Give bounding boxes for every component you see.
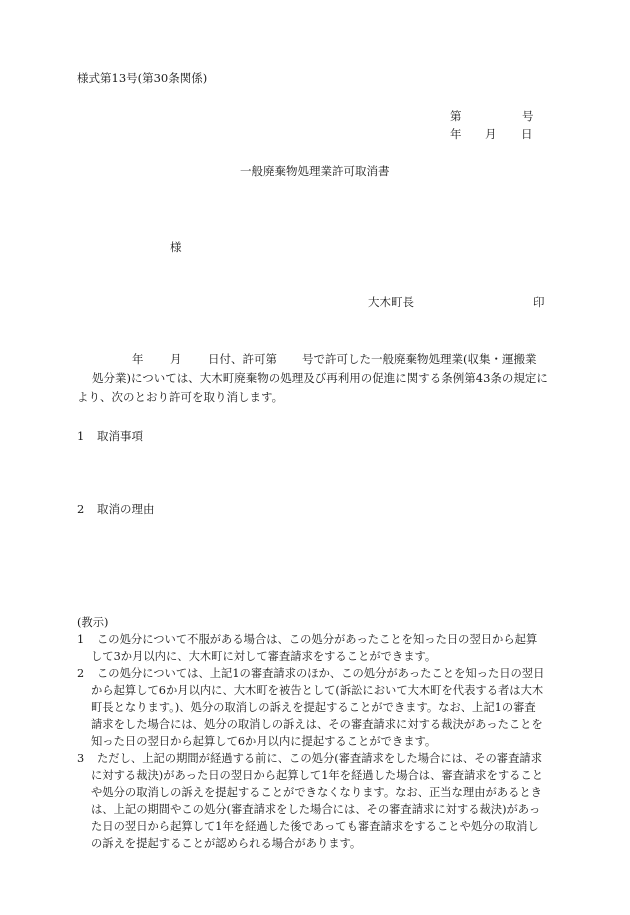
notice-line: 知った日の翌日から起算して6か月以内に提起することができます。 xyxy=(91,735,437,748)
notice-item-1 xyxy=(77,631,557,665)
number-dai: 第 xyxy=(450,109,462,123)
notice-line: から起算して6か月以内に、大木町を被告として(訴訟において大木町を代表する者は大木 xyxy=(91,684,544,697)
section-2-label: 取消の理由 xyxy=(97,502,155,516)
document-title: 一般廃棄物処理業許可取消書 xyxy=(240,164,390,178)
section-1-number: 1 xyxy=(77,429,85,443)
date-month: 月 xyxy=(485,127,497,141)
notice-line: ただし、上記の期間が経過する前に、この処分(審査請求をした場合には、その審査請求 xyxy=(97,752,542,765)
notice-block xyxy=(77,614,557,852)
notice-item-number: 3 xyxy=(77,752,85,765)
body-line2: 処分業)については、大木町廃棄物の処理及び再利用の促進に関する条例第43条の規定に xyxy=(92,371,548,385)
notice-line: して3か月以内に、大木町に対して審査請求をすることができます。 xyxy=(91,650,437,663)
notice-line: この処分については、上記1の審査請求のほか、この処分があったことを知った日の翌日 xyxy=(97,667,545,680)
issuer-seal: 印 xyxy=(533,295,545,309)
notice-line: 請求をした場合には、処分の取消しの訴えは、その審査請求に対する裁決があったことを xyxy=(91,718,543,731)
body-line3: より、次のとおり許可を取り消します。 xyxy=(77,390,284,404)
section-2-number: 2 xyxy=(77,502,85,516)
body-month: 月 xyxy=(170,352,182,366)
body-date-permit: 日付、許可第 xyxy=(208,352,277,366)
notice-line: た日の翌日から起算して1年を経過した後であっても審査請求をすることや処分の取消し xyxy=(91,820,539,833)
body-year: 年 xyxy=(132,352,144,366)
body-rest: 号で許可した一般廃棄物処理業(収集・運搬業 xyxy=(302,352,537,366)
notice-line: この処分について不服がある場合は、この処分があったことを知った日の翌日から起算 xyxy=(97,633,538,646)
notice-line: や処分の取消しの訴えを提起することができなくなります。なお、正当な理由があるとき xyxy=(91,786,542,799)
notice-line: は、上記の期間やこの処分(審査請求をした場合には、その審査請求に対する裁決)があっ xyxy=(91,803,541,816)
date-year: 年 xyxy=(450,127,462,141)
notice-item-number: 1 xyxy=(77,633,85,646)
addressee-suffix: 様 xyxy=(170,240,182,254)
notice-line: 町長となります。)、処分の取消しの訴えを提起することができます。なお、上記1の審査 xyxy=(91,701,536,714)
notice-line: に対する裁決)があった日の翌日から起算して1年を経過した場合は、審査請求をすること xyxy=(91,769,544,782)
notice-item-3 xyxy=(77,750,557,852)
notice-heading: (教示) xyxy=(77,616,109,629)
section-1-label: 取消事項 xyxy=(97,429,143,443)
notice-item-2 xyxy=(77,665,557,750)
notice-item-number: 2 xyxy=(77,667,85,680)
form-label: 様式第13号(第30条関係) xyxy=(77,71,208,85)
notice-line: の訴えを提起することが認められる場合があります。 xyxy=(91,837,362,850)
date-day: 日 xyxy=(521,127,533,141)
number-go: 号 xyxy=(522,109,534,123)
issuer-name: 大木町長 xyxy=(368,295,414,309)
